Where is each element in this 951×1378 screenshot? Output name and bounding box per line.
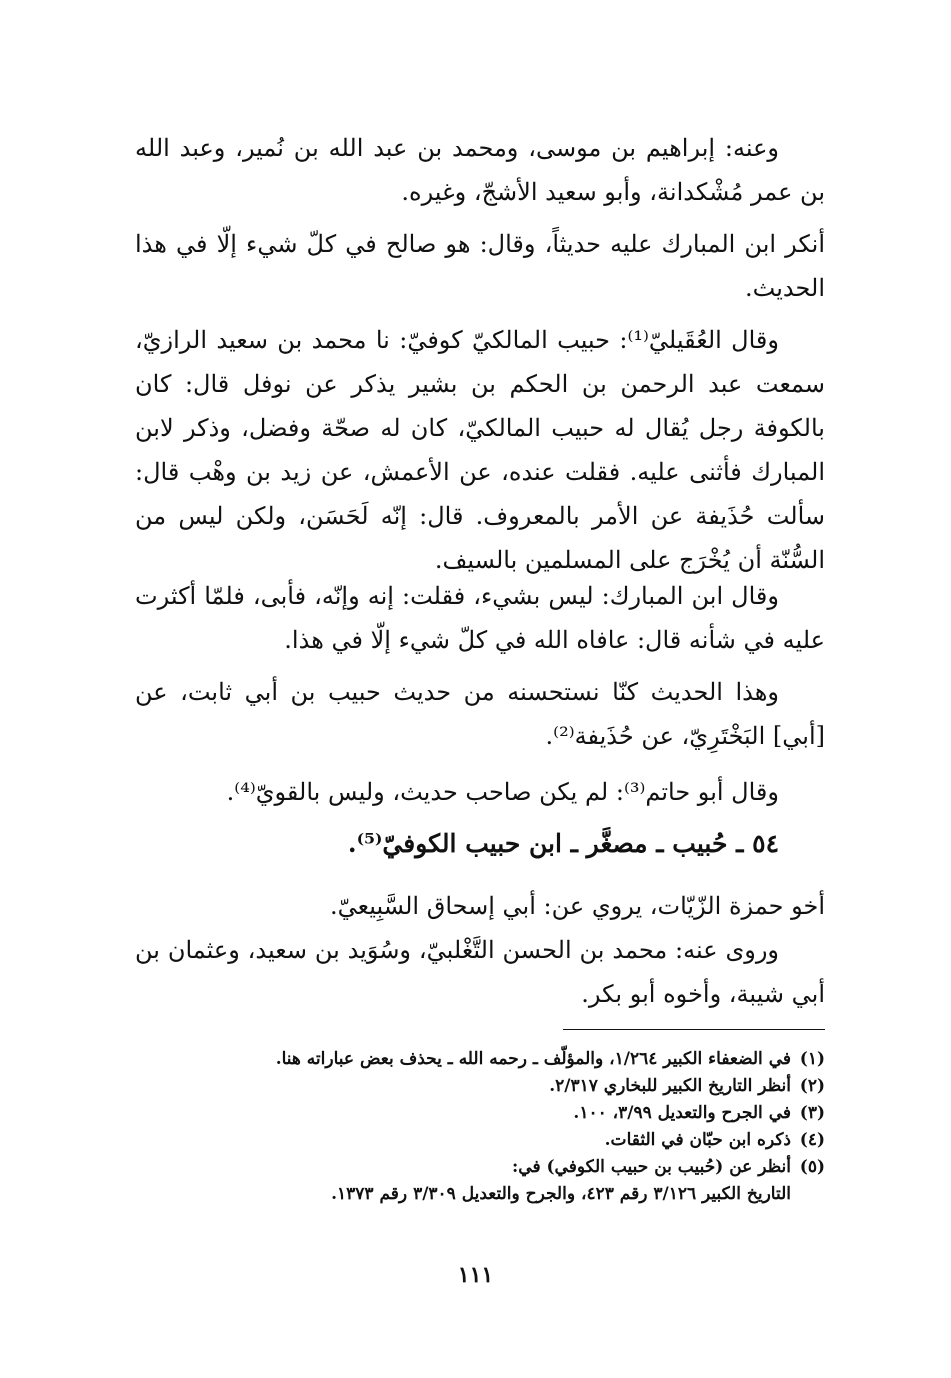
footnotes [135,1046,825,1208]
footnote-item [135,1073,825,1100]
entry-paragraph-narrators: وروى عنه: محمد بن الحسن التَّغْلبيّ، وسُوَيد بن سعيد، وعثمان بن أبي شيبة، وأخوه أبو بكر. [135,936,825,1008]
footnote-text: أنظر التاريخ الكبير للبخاري ٢/٣١٧. [549,1076,791,1096]
entry-paragraph-brother: أخو حمزة الزّيّات، يروي عن: أبي إسحاق السَّبِيعيّ. [330,892,825,920]
entry-body [135,884,825,1016]
footnote-text: في الجرح والتعديل ٣/٩٩، ١٠٠. [573,1103,791,1123]
paragraph-uqayli-report: وقال العُقَيليّ⁽¹⁾: حبيب المالكيّ كوفيّ: نا محمد بن سعيد الرازيّ، سمعت عبد الرحمن بن الحكم بن بشير يذكر عن نوفل قال: كان بالكوفة رجل يُقال له حبيب المالكيّ، كان له صحّة وفضل، وذكر لابن المبارك فأثنى عليه. فقلت عنده، عن الأعمش، عن زيد بن وهْب قال: سألت حُذَيفة عن الأمر بالمعروف. قال: إنّه لَحَسَن، ولكن ليس من السُّنّة أن يُخْرَج على المسلمين بالسيف. [135,326,825,574]
footnote-text: في الضعفاء الكبير ١/٢٦٤، والمؤلّف ـ رحمه الله ـ يحذف بعض عباراته هنا. [275,1049,791,1069]
footnote-item [135,1046,825,1073]
body-paragraph [135,770,825,814]
page-number: ١١١ [457,1262,494,1288]
paragraph-narrators: وعنه: إبراهيم بن موسى، ومحمد بن عبد الله بن نُمير، وعبد الله بن عمر مُشْكدانة، وأبو سعيد الأشجّ، وغيره. [135,134,825,206]
footnote-item [135,1154,825,1181]
footnote-item [135,1100,825,1127]
body-paragraph [135,574,825,662]
body-paragraph [135,318,825,582]
footnote-number: (٣) [799,1103,825,1123]
paragraph-abu-hatim: وقال أبو حاتم⁽³⁾: لم يكن صاحب حديث، وليس بالقويّ⁽⁴⁾. [226,778,779,806]
footnote-text: ذكره ابن حبّان في الثقات. [604,1130,791,1150]
footnote-number: (١) [799,1049,825,1069]
paragraph-hadith-source: وهذا الحديث كنّا نستحسنه من حديث حبيب بن أبي ثابت، عن [أبي] البَخْتَرِيّ، عن حُذَيفة⁽²⁾. [135,678,825,750]
footnote-text: أنظر عن (حُبيب بن حبيب الكوفي) في: [512,1157,791,1177]
body-paragraph [135,126,825,214]
entry-heading: ٥٤ ـ حُبيب ـ مصغَّر ـ ابن حبيب الكوفيّ⁽⁵⁾. [347,829,779,858]
footnote-continuation: التاريخ الكبير ٣/١٢٦ رقم ٤٢٣، والجرح والتعديل ٣/٣٠٩ رقم ١٣٧٣. [331,1184,791,1204]
footnote-number: (٢) [799,1076,825,1096]
footnote-number: (٤) [799,1130,825,1150]
paragraph-ibn-mubarak-statement: وقال ابن المبارك: ليس بشيء، فقلت: إنه وإنّه، فأبى، فلمّا أكثرت عليه في شأنه قال: عافاه الله في كلّ شيء إلّا في هذا. [135,582,825,654]
footnote-item [135,1127,825,1154]
body-paragraph [135,222,825,310]
footnote-divider [563,1029,825,1030]
footnote-number: (٥) [799,1157,825,1177]
body-paragraph [135,670,825,758]
paragraph-ibn-mubarak-objection: أنكر ابن المبارك عليه حديثاً، وقال: هو صالح في كلّ شيء إلّا في هذا الحديث. [135,230,825,302]
entry-heading-block [135,822,825,866]
